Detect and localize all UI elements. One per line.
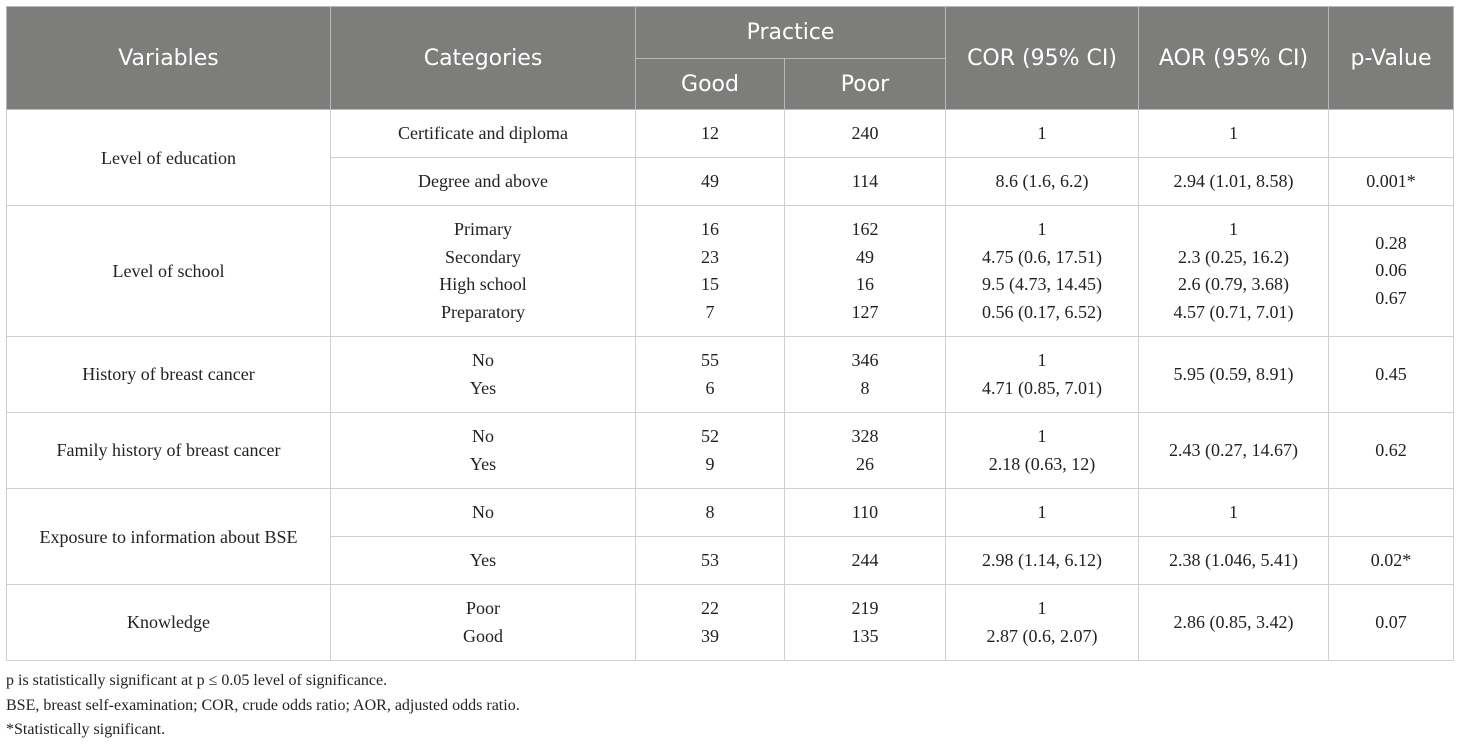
poor-value: 162 (851, 219, 879, 239)
good-value: 16 (701, 219, 719, 239)
poor-value: 135 (851, 625, 879, 646)
cell-aor: 2.86 (0.85, 3.42) (1139, 585, 1329, 661)
header-categories: Categories (331, 7, 636, 110)
category-value: Good (463, 625, 503, 646)
poor-value: 49 (856, 246, 874, 267)
table-footnotes (6, 669, 1454, 743)
category-value: No (472, 426, 494, 446)
cell-aor (1139, 206, 1329, 337)
cell-poor (785, 206, 946, 337)
header-practice: Practice (636, 7, 946, 59)
cell-category: Yes (331, 537, 636, 585)
table-row (7, 413, 1454, 489)
category-value: Preparatory (441, 301, 525, 322)
poor-value: 127 (851, 301, 879, 322)
cell-cor (946, 337, 1139, 413)
good-value: 22 (701, 598, 719, 618)
cell-poor (785, 585, 946, 661)
category-value: Yes (469, 453, 497, 474)
cell-poor: 240 (785, 110, 946, 158)
pvalue-value: 0.06 (1375, 260, 1407, 281)
cell-category: No (331, 489, 636, 537)
variable-exposure: Exposure to information about BSE (7, 489, 331, 585)
cell-cor: 2.98 (1.14, 6.12) (946, 537, 1139, 585)
cell-poor (785, 413, 946, 489)
variable-school: Level of school (7, 206, 331, 337)
cell-category (331, 337, 636, 413)
aor-value: 2.6 (0.79, 3.68) (1178, 274, 1289, 294)
poor-value: 219 (851, 598, 879, 618)
cell-aor: 5.95 (0.59, 8.91) (1139, 337, 1329, 413)
cell-cor (946, 413, 1139, 489)
odds-ratio-table (6, 6, 1454, 661)
header-cor: COR (95% CI) (946, 7, 1139, 110)
good-value: 55 (701, 350, 719, 370)
cell-good: 53 (636, 537, 785, 585)
table-body (7, 110, 1454, 661)
cor-value: 1 (1037, 350, 1047, 370)
good-value: 7 (705, 301, 715, 322)
aor-value: 1 (1229, 219, 1238, 239)
cor-value: 4.75 (0.6, 17.51) (982, 246, 1102, 267)
cor-value: 9.5 (4.73, 14.45) (982, 274, 1102, 294)
table-row (7, 585, 1454, 661)
cell-pvalue (1329, 489, 1454, 537)
good-value: 15 (701, 274, 719, 294)
footnote: p is statistically significant at p ≤ 0.05 level of significance. (6, 672, 388, 689)
poor-value: 328 (851, 426, 879, 446)
category-value: Primary (454, 219, 512, 239)
header-variables: Variables (7, 7, 331, 110)
cell-poor: 114 (785, 158, 946, 206)
cell-aor: 1 (1139, 489, 1329, 537)
table-row (7, 110, 1454, 158)
cell-pvalue: 0.02* (1329, 537, 1454, 585)
poor-value: 8 (860, 377, 870, 398)
footnote: *Statistically significant. (6, 721, 166, 738)
footnote: BSE, breast self-examination; COR, crude odds ratio; AOR, adjusted odds ratio. (6, 696, 520, 714)
cell-poor: 110 (785, 489, 946, 537)
cell-good (636, 206, 785, 337)
cor-value: 1 (1037, 598, 1047, 618)
cell-category (331, 585, 636, 661)
cell-pvalue (1329, 110, 1454, 158)
cell-cor (946, 585, 1139, 661)
cor-value: 2.18 (0.63, 12) (988, 453, 1096, 474)
poor-value: 26 (856, 453, 874, 474)
cell-good: 12 (636, 110, 785, 158)
cor-value: 4.71 (0.85, 7.01) (982, 377, 1102, 398)
category-value: Secondary (445, 246, 521, 267)
cell-cor (946, 206, 1139, 337)
cell-good (636, 413, 785, 489)
header-good: Good (636, 59, 785, 110)
cell-good (636, 337, 785, 413)
poor-value: 346 (851, 350, 879, 370)
cell-good: 49 (636, 158, 785, 206)
cell-pvalue (1329, 206, 1454, 337)
cell-poor (785, 337, 946, 413)
aor-value: 2.3 (0.25, 16.2) (1178, 246, 1289, 267)
category-value: High school (439, 274, 527, 294)
poor-value: 16 (856, 274, 874, 294)
table-header (7, 7, 1454, 110)
cell-aor: 2.38 (1.046, 5.41) (1139, 537, 1329, 585)
good-value: 52 (701, 426, 719, 446)
good-value: 23 (701, 246, 719, 267)
cor-value: 0.56 (0.17, 6.52) (982, 301, 1102, 322)
table-row (7, 489, 1454, 537)
cor-value: 1 (1037, 219, 1047, 239)
header-poor: Poor (785, 59, 946, 110)
variable-education: Level of education (7, 110, 331, 206)
cell-cor: 1 (946, 489, 1139, 537)
good-value: 6 (705, 377, 715, 398)
table-row (7, 206, 1454, 337)
cell-pvalue: 0.45 (1329, 337, 1454, 413)
variable-family-history: Family history of breast cancer (7, 413, 331, 489)
cell-aor: 2.94 (1.01, 8.58) (1139, 158, 1329, 206)
cell-cor: 1 (946, 110, 1139, 158)
category-value: Poor (465, 598, 500, 618)
header-pvalue: p-Value (1329, 7, 1454, 110)
cell-pvalue: 0.001* (1329, 158, 1454, 206)
table-page (6, 6, 1454, 743)
good-value: 9 (705, 453, 715, 474)
cor-value: 1 (1037, 426, 1047, 446)
table-row (7, 337, 1454, 413)
cell-pvalue: 0.62 (1329, 413, 1454, 489)
cell-category: Degree and above (331, 158, 636, 206)
good-value: 39 (701, 625, 719, 646)
cell-cor: 8.6 (1.6, 6.2) (946, 158, 1139, 206)
cell-category: Certificate and diploma (331, 110, 636, 158)
cell-poor: 244 (785, 537, 946, 585)
variable-knowledge: Knowledge (7, 585, 331, 661)
pvalue-value: 0.67 (1375, 287, 1407, 308)
header-aor: AOR (95% CI) (1139, 7, 1329, 110)
cell-aor: 2.43 (0.27, 14.67) (1139, 413, 1329, 489)
cell-good: 8 (636, 489, 785, 537)
pvalue-value: 0.28 (1375, 232, 1407, 253)
cell-aor: 1 (1139, 110, 1329, 158)
cell-pvalue: 0.07 (1329, 585, 1454, 661)
variable-history: History of breast cancer (7, 337, 331, 413)
cell-good (636, 585, 785, 661)
aor-value: 4.57 (0.71, 7.01) (1173, 301, 1294, 322)
category-value: Yes (469, 377, 497, 398)
cell-category (331, 206, 636, 337)
cell-category (331, 413, 636, 489)
category-value: No (472, 350, 494, 370)
cor-value: 2.87 (0.6, 2.07) (986, 625, 1098, 646)
